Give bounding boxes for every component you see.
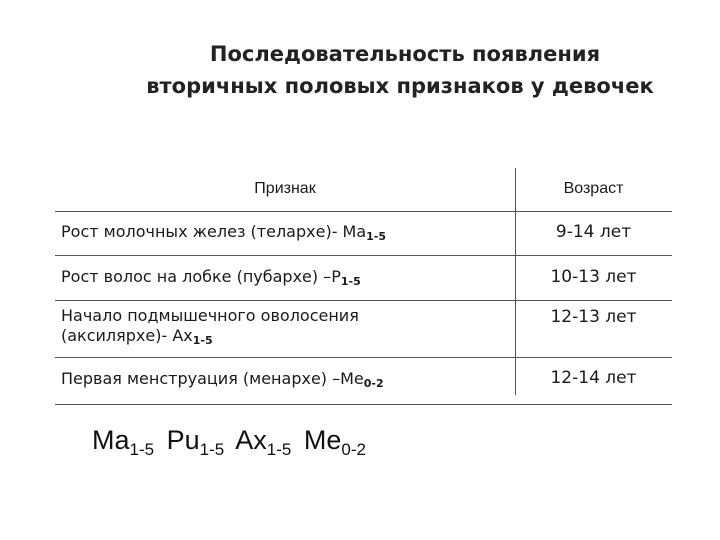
formula-term-subscript: 1-5 [266, 440, 292, 459]
header-age: Возраст [563, 180, 624, 197]
formula-term-subscript: 1-5 [129, 440, 155, 459]
table-row [55, 357, 672, 405]
title-line-1: Последовательность появления [209, 42, 601, 66]
row-sign-text: Рост молочных желез (телархе)- Ма [61, 222, 367, 241]
table-row [55, 300, 672, 357]
formula-term-pu [166, 425, 225, 459]
table-row [55, 255, 672, 300]
row-sign [61, 306, 359, 351]
formula-term-base: Me [303, 425, 342, 455]
row-age: 10-13 лет [550, 267, 637, 287]
row-sign-subscript: 0-2 [363, 377, 384, 390]
formula-term-ma [92, 425, 155, 459]
formula-term-subscript: 0-2 [341, 440, 366, 459]
table-row [55, 211, 672, 255]
header-sign: Признак [254, 180, 316, 197]
row-sign [61, 267, 361, 292]
row-age: 12-14 лет [550, 368, 637, 388]
formula-term-base: Ma [92, 425, 130, 455]
formula-term-subscript: 1-5 [199, 440, 225, 459]
row-age: 9-14 лет [555, 222, 632, 242]
formula-term-ax [235, 425, 292, 459]
row-sign-text: Рост волос на лобке (пубархе) –Р [61, 267, 341, 286]
row-sign-subscript: 1-5 [192, 334, 213, 347]
page-title [0, 38, 720, 102]
row-sign-text-line2: (аксилярхе)- Ах [61, 326, 193, 345]
formula-term-me [303, 425, 366, 459]
row-sign-text-line1: Начало подмышечного оволосения [61, 306, 359, 325]
row-sign-subscript: 1-5 [340, 275, 361, 288]
formula-term-base: Pu [166, 425, 200, 455]
title-line-2: вторичных половых признаков у девочек [146, 74, 654, 98]
stage-formula [92, 425, 371, 460]
row-sign [61, 222, 386, 247]
row-sign [61, 369, 384, 394]
table-header [55, 168, 672, 211]
formula-term-base: Ax [235, 425, 267, 455]
signs-table [55, 168, 672, 405]
row-age: 12-13 лет [550, 307, 637, 327]
row-sign-subscript: 1-5 [366, 230, 387, 243]
row-sign-text: Первая менструация (менархе) –Ме [61, 369, 364, 388]
